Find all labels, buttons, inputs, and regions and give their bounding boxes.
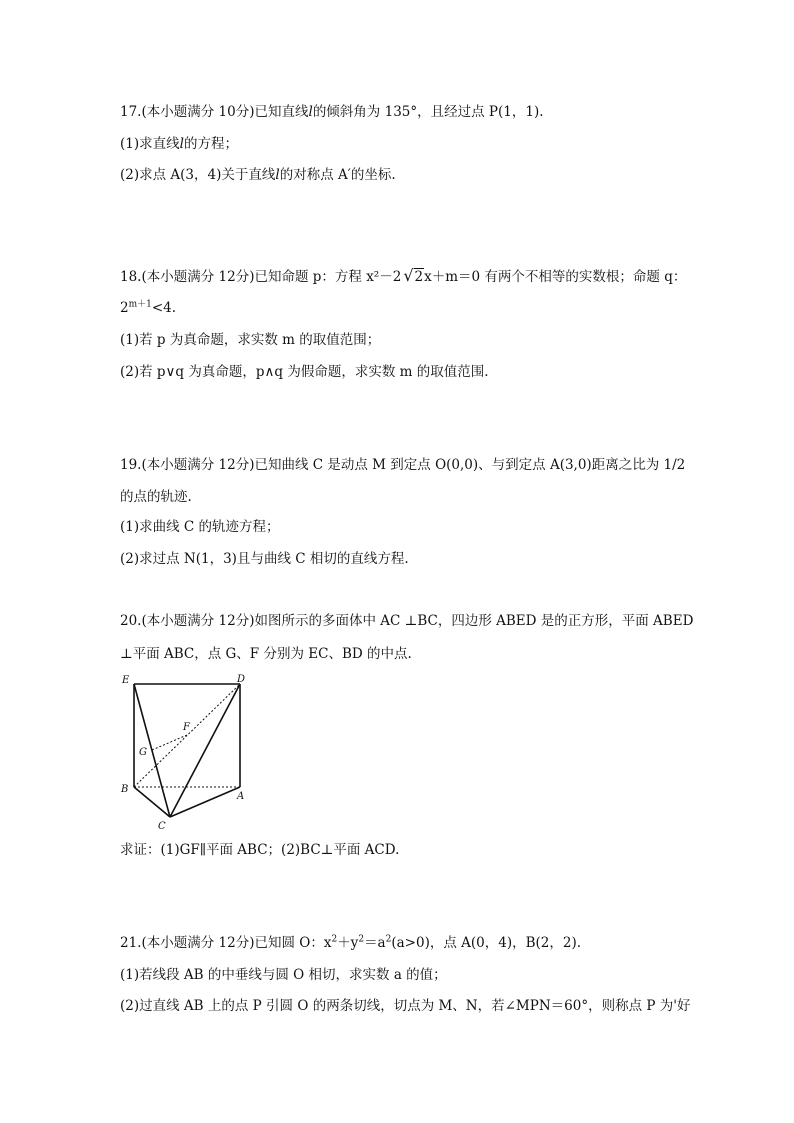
problem-17-q2 (120, 166, 690, 184)
segment-GF (152, 735, 187, 750)
problem-20-prove: 求证：(1)GF∥平面 ABC；(2)BC⊥平面 ACD. (120, 842, 400, 858)
sqrt-argument: 2 (414, 269, 424, 285)
problem-20-title: 20.(本小题满分 12分)如图所示的多面体中 AC ⊥BC，四边形 ABED 是的正方形，平面 ABED (120, 613, 694, 629)
problem-19-title: 19.(本小题满分 12分)已知曲线 C 是动点 M 到定点 O(0,0)、与到定点 A(3,0)距离之比为 1/2 (120, 457, 686, 473)
problem-18-title (120, 267, 690, 286)
label-A: A (237, 791, 245, 802)
problem-18-head-a: 18.(本小题满分 12分)已知命题 p：方程 x²－2 (120, 269, 402, 285)
problem-21-head-b: ＋y (337, 935, 359, 951)
polyhedron-figure (116, 672, 256, 834)
edge-DC (170, 684, 240, 817)
problem-17-q1-a: (1)求直线 (120, 136, 180, 152)
problem-18-q1: (1)若 p 为真命题，求实数 m 的取值范围； (120, 332, 381, 348)
problem-17-head-rest: 的倾斜角为 135°，且经过点 P(1，1). (312, 104, 544, 120)
var-l: l (275, 167, 280, 183)
label-G: G (139, 747, 147, 758)
problem-19-q1: (1)求曲线 C 的轨迹方程； (120, 519, 280, 535)
problem-18-q2: (2)若 p∨q 为真命题，p∧q 为假命题，求实数 m 的取值范围. (120, 364, 489, 380)
problem-21-head-d: (a>0)，点 A(0，4)，B(2，2). (391, 935, 582, 951)
problem-17-q1-b: 的方程； (183, 136, 238, 152)
problem-21-head-a: 21.(本小题满分 12分)已知圆 O：x (120, 935, 332, 951)
problem-18-cont-rest: <4. (151, 300, 177, 316)
label-C: C (158, 821, 166, 832)
problem-21-q1: (1)若线段 AB 的中垂线与圆 O 相切，求实数 a 的值； (120, 967, 447, 983)
power-exponent: m＋1 (128, 299, 152, 310)
var-l: l (179, 136, 184, 152)
problem-19-cont: 的点的轨迹. (120, 489, 192, 505)
polyhedron-diagram (116, 672, 256, 834)
problem-17-title (120, 103, 690, 121)
label-F: F (183, 722, 190, 733)
problem-21-head-c: ＝a (364, 935, 386, 951)
problem-17-q2-b: 的对称点 A′的坐标. (279, 167, 396, 183)
problem-18-cont (120, 299, 690, 317)
power-base: 2 (120, 300, 129, 316)
var-l: l (308, 104, 313, 120)
label-E: E (122, 675, 130, 686)
problem-17-q1 (120, 135, 690, 153)
problem-19-q2: (2)求过点 N(1，3)且与曲线 C 相切的直线方程. (120, 551, 409, 567)
label-B: B (121, 784, 129, 795)
problem-17-q2-a: (2)求点 A(3，4)关于直线 (120, 167, 276, 183)
problem-20-cont: ⊥平面 ABC，点 G、F 分别为 EC、BD 的中点. (120, 646, 412, 662)
superscript: 2 (358, 934, 365, 945)
edge-CA (170, 787, 240, 817)
problem-21-title (120, 934, 690, 952)
problem-17-head: 17.(本小题满分 10分)已知直线 (120, 104, 309, 120)
superscript: 2 (331, 934, 338, 945)
sqrt-symbol: √2 (403, 266, 424, 285)
problem-21-q2: (2)过直线 AB 上的点 P 引圆 O 的两条切线，切点为 M、N，若∠MPN＝60°，则称点 P 为'好 (120, 998, 691, 1014)
problem-18-head-b: x＋m＝0 有两个不相等的实数根；命题 q： (424, 269, 687, 285)
label-D: D (237, 674, 246, 685)
edge-BC (134, 787, 170, 817)
superscript: 2 (385, 934, 392, 945)
